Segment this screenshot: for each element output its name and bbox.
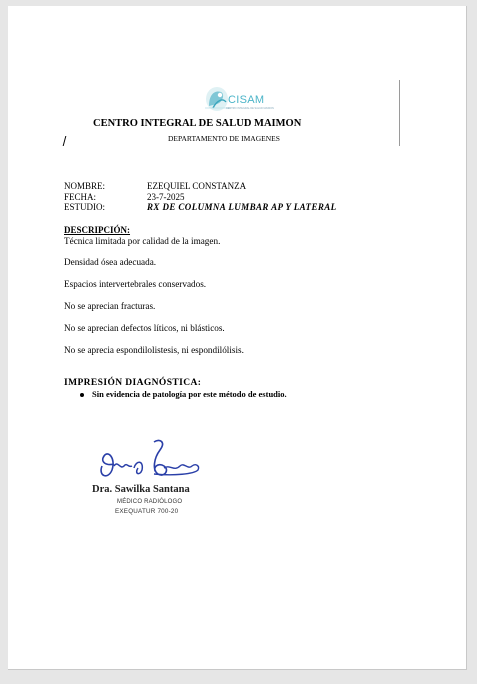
description-line: Técnica limitada por calidad de la imagen. bbox=[64, 236, 221, 246]
margin-guide-line bbox=[399, 80, 400, 146]
text-cursor bbox=[63, 136, 67, 146]
description-heading: DESCRIPCIÓN: bbox=[64, 225, 131, 235]
description-line: Densidad ósea adecuada. bbox=[64, 257, 157, 267]
signer-name: Dra. Sawilka Santana bbox=[92, 484, 190, 495]
institution-title: CENTRO INTEGRAL DE SALUD MAIMON bbox=[93, 118, 302, 129]
logo-subtext: CENTRO INTEGRAL DE SALUD MAIMON bbox=[226, 107, 274, 110]
date-value: 23-7-2025 bbox=[147, 192, 185, 202]
study-label: ESTUDIO: bbox=[64, 202, 105, 212]
logo-wordmark: CISAM bbox=[228, 94, 265, 106]
description-line: No se aprecia espondilolistesis, ni espondilólisis. bbox=[64, 345, 244, 355]
name-label: NOMBRE: bbox=[64, 181, 106, 191]
handwritten-signature bbox=[94, 436, 204, 488]
description-line: Espacios intervertebrales conservados. bbox=[64, 279, 207, 289]
window-gutter bbox=[467, 0, 477, 684]
description-line: No se aprecian defectos líticos, ni blásticos. bbox=[64, 323, 225, 333]
department-title: DEPARTAMENTO DE IMAGENES bbox=[168, 134, 280, 143]
signer-exequatur: EXEQUATUR 700-20 bbox=[115, 508, 179, 515]
description-line: No se aprecian fracturas. bbox=[64, 301, 156, 311]
bullet-icon bbox=[80, 393, 84, 397]
name-value: EZEQUIEL CONSTANZA bbox=[147, 181, 247, 191]
impression-heading: IMPRESIÓN DIAGNÓSTICA: bbox=[64, 378, 202, 388]
impression-item bbox=[80, 389, 287, 399]
signer-role: MÉDICO RADIÓLOGO bbox=[117, 499, 183, 505]
document-page bbox=[8, 6, 467, 670]
study-value: RX DE COLUMNA LUMBAR AP Y LATERAL bbox=[147, 202, 337, 212]
impression-item-text: Sin evidencia de patología por este método de estudio. bbox=[92, 389, 287, 399]
date-label: FECHA: bbox=[64, 192, 97, 202]
